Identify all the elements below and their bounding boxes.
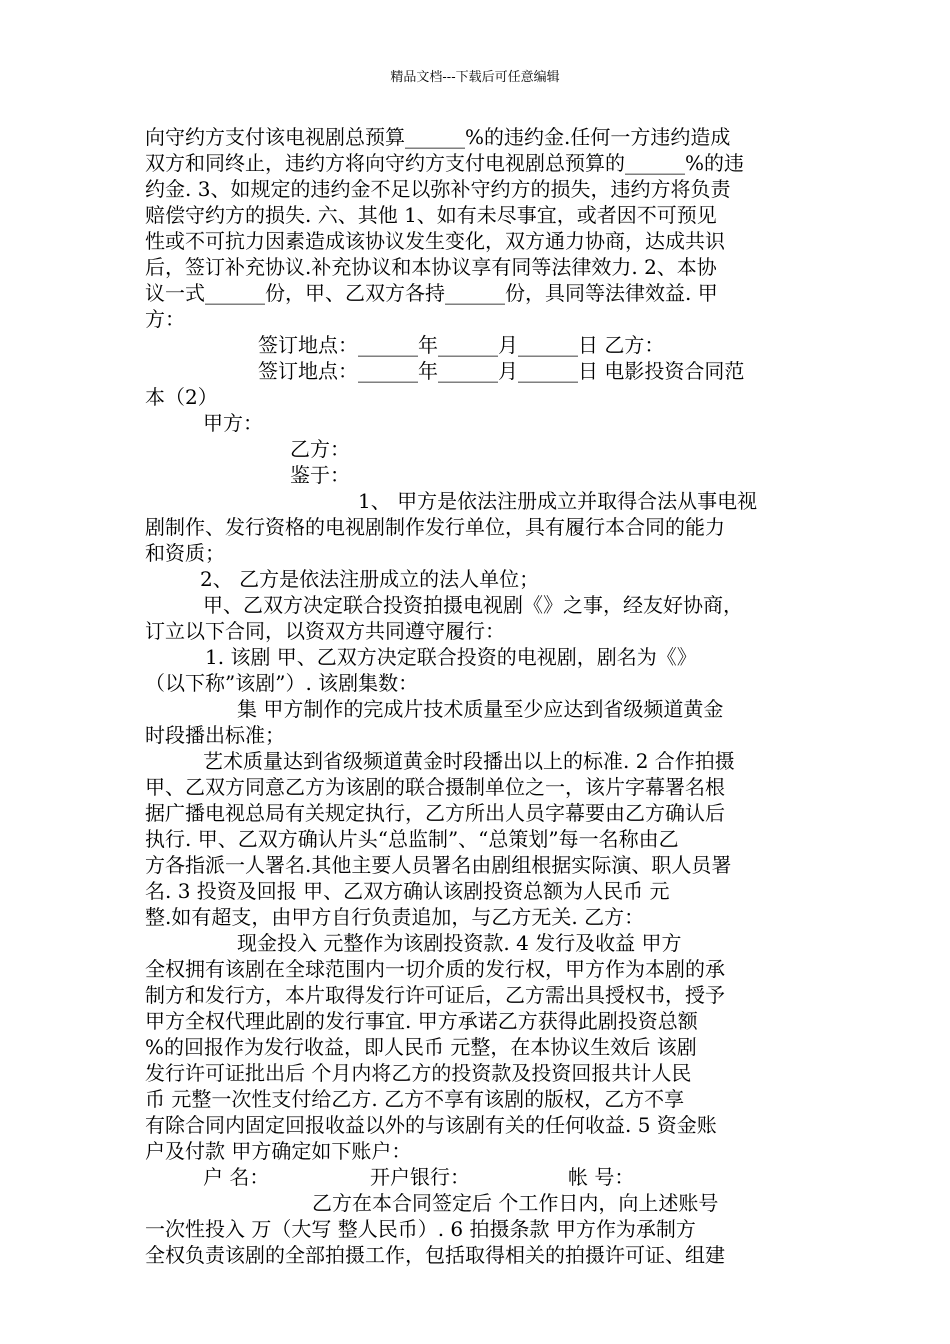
text-line: %的回报作为发行收益，即人民币 元整，在本协议生效后 该剧 — [145, 1035, 697, 1059]
text-line: 方： — [145, 307, 185, 331]
text-line: 整.如有超支，由甲方自行负责追加，与乙方无关. 乙方： — [145, 905, 645, 929]
text-line: 一次性投入 万（大写 整人民币）. 6 拍摄条款 甲方作为承制方 — [145, 1217, 696, 1241]
text-line: （以下称”该剧”）. 该剧集数： — [145, 671, 419, 695]
text-line: 名. 3 投资及回报 甲、乙双方确认该剧投资总额为人民币 元 — [145, 879, 670, 903]
text-line: 帐 号： — [568, 1165, 635, 1189]
text-line: 赔偿守约方的损失. 六、其他 1、如有未尽事宜，或者因不可预见 — [145, 203, 717, 227]
text-line: 据广播电视总局有关规定执行，乙方所出人员字幕要由乙方确认后 — [145, 801, 725, 825]
text-line: 制方和发行方，本片取得发行许可证后，乙方需出具授权书，授予 — [145, 983, 725, 1007]
text-line: 1、 甲方是依法注册成立并取得合法从事电视 — [358, 489, 758, 513]
text-line: 有除合同内固定回报收益以外的与该剧有关的任何收益. 5 资金账 — [145, 1113, 717, 1137]
text-line: 鉴于： — [290, 463, 350, 487]
text-line: 发行许可证批出后 个月内将乙方的投资款及投资回报共计人民 — [145, 1061, 692, 1085]
text-line: 剧制作、发行资格的电视剧制作发行单位，具有履行本合同的能力 — [145, 515, 725, 539]
text-line: 艺术质量达到省级频道黄金时段播出以上的标准. 2 合作拍摄 — [203, 749, 735, 773]
text-line: 乙方在本合同签定后 个工作日内，向上述账号 — [312, 1191, 719, 1215]
text-line: 本（2） — [145, 385, 218, 409]
text-line: 议一式______份，甲、乙双方各持______份，具同等法律效益. 甲 — [145, 281, 718, 305]
text-line: 现金投入 元整作为该剧投资款. 4 发行及收益 甲方 — [237, 931, 682, 955]
text-line: 订立以下合同，以资双方共同遵守履行： — [145, 619, 505, 643]
text-line: 执行. 甲、乙双方确认片头“总监制”、“总策划”每一名称由乙 — [145, 827, 679, 851]
text-line: 约金. 3、如规定的违约金不足以弥补守约方的损失，违约方将负责 — [145, 177, 731, 201]
text-line: 乙方： — [290, 437, 350, 461]
text-line: 双方和同终止，违约方将向守约方支付电视剧总预算的______%的违 — [145, 151, 745, 175]
text-line: 开户银行： — [370, 1165, 470, 1189]
text-line: 甲方全权代理此剧的发行事宜. 甲方承诺乙方获得此剧投资总额 — [145, 1009, 698, 1033]
text-line: 时段播出标准； — [145, 723, 285, 747]
text-line: 性或不可抗力因素造成该协议发生变化，双方通力协商，达成共识 — [145, 229, 725, 253]
text-line: 甲、乙双方同意乙方为该剧的联合摄制单位之一，该片字幕署名根 — [145, 775, 725, 799]
text-line: 全权拥有该剧在全球范围内一切介质的发行权，甲方作为本剧的承 — [145, 957, 725, 981]
text-line: 币 元整一次性支付给乙方. 乙方不享有该剧的版权，乙方不享 — [145, 1087, 685, 1111]
text-line: 签订地点：______年______月______日 电影投资合同范 — [258, 359, 745, 383]
text-line: 2、 乙方是依法注册成立的法人单位； — [200, 567, 540, 591]
page-header: 精品文档---下载后可任意编辑 — [390, 70, 560, 85]
text-line: 户 名： — [203, 1165, 270, 1189]
text-line: 后，签订补充协议.补充协议和本协议享有同等法律效力. 2、本协 — [145, 255, 717, 279]
text-line: 签订地点：______年______月______日 乙方： — [258, 333, 665, 357]
text-line: 甲方： — [203, 411, 263, 435]
text-line: 和资质； — [145, 541, 225, 565]
text-line: 向守约方支付该电视剧总预算______%的违约金.任何一方违约造成 — [145, 125, 731, 149]
text-line: 集 甲方制作的完成片技术质量至少应达到省级频道黄金 — [237, 697, 724, 721]
text-line: 1. 该剧 甲、乙双方决定联合投资的电视剧，剧名为《》 — [205, 645, 697, 669]
text-line: 方各指派一人署名.其他主要人员署名由剧组根据实际演、职人员署 — [145, 853, 732, 877]
text-line: 全权负责该剧的全部拍摄工作，包括取得相关的拍摄许可证、组建 — [145, 1243, 725, 1267]
text-line: 户及付款 甲方确定如下账户： — [145, 1139, 412, 1163]
text-line: 甲、乙双方决定联合投资拍摄电视剧《》之事，经友好协商， — [203, 593, 743, 617]
